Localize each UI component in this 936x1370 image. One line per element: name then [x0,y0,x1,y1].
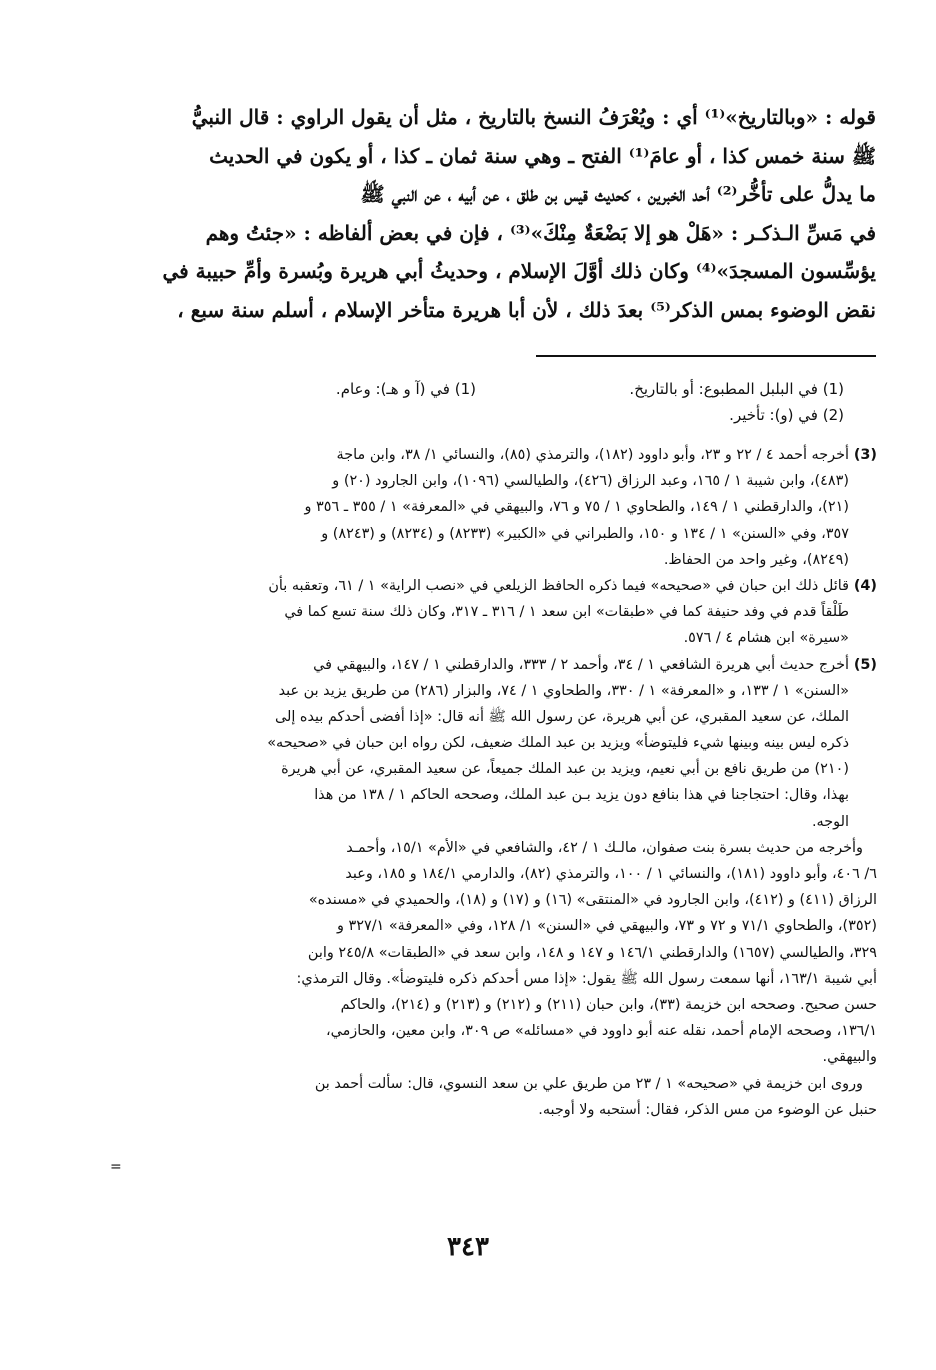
footnote-line: ٣٢٩، والطيالسي (١٦٥٧) والدارقطني ١٤٦/١ و ١٤٧ و ١٤٨، وابن سعد في «الطبقات» ٢٤٥/٨ وابن [307,944,877,961]
footnote-line: «السنن» ١ / ١٣٣، و «المعرفة» ١ / ٣٣٠، والطحاوي ١ / ٧٤، والبزار (٢٨٦) من طريق يزيد بن عبد [278,682,849,699]
footnote-line: والبيهقي. [822,1049,877,1066]
footnote-line: طَلْقاً قدم في وفد حنيفة كما في «طبقات» ابن سعد ١ / ٣١٦ ـ ٣١٧، وكان ذلك سنة تسع كما في [284,604,849,621]
footnote-line: الملك، عن سعيد المقبري، عن أبي هريرة، عن رسول الله ﷺ أنه قال: «إذا أفضى أحدكم بيده إلى [274,708,849,725]
footnote-line: حسن صحيح. وصححه ابن خزيمة (٣٣)، وابن حبان (٢١١) و (٢١٢) و (٢١٣) و (٢١٤)، والحاكم [340,996,877,1013]
footnote-line: ذكره ليس بينه وبينها شيء فليتوضأ» ويزيد بن عبد الملك ضعيف، لكن رواه ابن حبان في «صحيحه» [267,735,849,752]
footnote-line: ٣٥٧، وفي «السنن» ١ / ١٣٤ و ١٥٠، والطبراني في «الكبير» (٨٢٣٣) و (٨٢٣٤) و (٨٢٤٣) و [321,525,849,542]
main-text-line: ما يدلُّ على تأخُّر⁽²⁾ أحد الخبرين ، كحديث قيس بن طلق ، عن أبيه ، عن النبي ﷺ [360,182,876,207]
footnote-continuation-ibn-khuzayma [125,1071,877,1123]
editorial-note: (1) في (آ و هـ): وعام. [335,380,476,398]
continuation-mark: = [110,1159,122,1175]
editorial-notes-right [629,376,844,428]
footnote-continuation-bursa [125,835,877,1071]
footnote-line: ٦/ ٤٠٦، وأبو داوود (١٨١)، والنسائي ١ / ١٠٠، والترمذي (٨٢)، والدارمي ١٨٤/١ و ١٨٥، وعبد [345,866,877,882]
footnote-line: أخرجه أحمد ٤ / ٢٢ و ٢٣، وأبو داوود (١٨٢)، والترمذي (٨٥)، والنسائي ١/ ٣٨، وابن ماجة [336,447,849,463]
page-number: ٣٤٣ [447,1232,489,1262]
footnote-line: وروى ابن خزيمة في «صحيحه» ١ / ٢٣ من طريق علي بن سعد النسوي، قال: سألت أحمد بن [314,1075,863,1092]
footnote-line: الرزاق (٤١١) و (٤١٢)، وابن الجارود في «المنتقى» (١٦) و (١٧) و (١٨)، والحميدي في «مسنده» [308,892,877,909]
footnote-line: أبي شيبة ١٦٣/١، أنها سمعت رسول الله ﷺ يقول: «إذا مس أحدكم ذكره فليتوضأ». وقال الترمذي: [296,970,877,987]
footnote-line: (٨٢٤٩)، وغير واحد من الحفاظ. [663,551,849,568]
main-text-line: نقض الوضوء بمس الذكر⁽⁵⁾ بعدَ ذلك ، لأن أبا هريرة متأخر الإسلام ، أسلم سنة سبع ، [177,297,876,322]
main-text-line: في مَسِّ الـذكـر : «هَلْ هو إلا بَضْعَةٌ مِنْكَ»⁽³⁾ ، فإن في بعض ألفاظه : «جئتُ وهم [205,220,876,245]
footnotes [125,442,877,1123]
footnote-line: (٣٥٢)، والطحاوي ٧١/١ و ٧٢ و ٧٣، والبيهقي في «السنن» ١/ ١٢٨، وفي «المعرفة» ٣٢٧/١ و [336,918,877,935]
main-text [138,98,876,330]
footnote-4 [125,573,877,652]
footnote-line: قائل ذلك ابن حبان في «صحيحه» فيما ذكره الحافظ الزيلعي في «نصب الراية» ١ / ٦١، وتعقبه بأن [268,577,849,594]
footnote-line: (٢١)، والدارقطني ١ / ١٤٩، والطحاوي ١ / ٧٥ و ٧٦، والبيهقي في «المعرفة» ١ / ٣٥٥ ـ ٣٥٦ و [304,499,849,516]
footnote-number: (5) [853,656,877,673]
editorial-note: (2) في (و): تأخير. [729,406,844,424]
main-text-line: يؤسِّسون المسجدَ»⁽⁴⁾ وكان ذلك أوَّلَ الإسلام ، وحديثُ أبي هريرة وبُسرة وأمِّ حبيبة في [162,259,876,284]
main-text-line: قوله : «وبالتاريخ»⁽¹⁾ أي : ويُعْرَفُ النسخ بالتاريخ ، مثل أن يقول الراوي : قال النبيُّ [191,105,876,129]
footnote-separator-rule [536,355,876,357]
footnote-number: (3) [853,447,877,463]
footnote-5 [125,652,877,835]
footnote-line: ١٣٦/١، وصححه الإمام أحمد، نقله عنه أبو داوود في «مسائله» ص ٣٠٩، وابن معين، والحازمي، [325,1023,877,1040]
footnote-line: وأخرجه من حديث بسرة بنت صفوان، مالـك ١ / ٤٢، والشافعي في «الأم» ١٥/١، وأحمـد [346,839,863,856]
footnote-line: «سيرة» ابن هشام ٤ / ٥٧٦. [683,630,849,647]
footnote-line: حنبل عن الوضوء من مس الذكر، فقال: أستحبه ولا أوجبه. [538,1101,877,1118]
footnote-line: الوجه. [811,813,849,830]
footnote-number: (4) [853,577,877,594]
footnote-3 [125,442,877,573]
footnote-line: بهذا، وقال: احتجاجنا في هذا بنافع دون يزيد بـن عبد الملك، وصححه الحاكم ١ / ١٣٨ من هذا [314,787,849,804]
footnote-line: أخرج حديث أبي هريرة الشافعي ١ / ٣٤، وأحمد ٢ / ٣٣٣، والدارقطني ١ / ١٤٧، والبيهقي في [313,656,849,673]
footnote-line: (٢١٠) من طريق نافع بن أبي نعيم، ويزيد بن عبد الملك جميعاً، عن سعيد المقبري، عن أبي هريرة [281,761,849,778]
footnote-line: (٤٨٣)، وابن شيبة ١ / ١٦٥، وعبد الرزاق (٤٢٦)، والطيالسي (١٠٩٦)، وابن الجارود (٢٠) و [332,473,849,490]
editorial-notes-left [336,376,476,402]
main-text-line: ﷺ سنة خمس كذا ، أو عامَ⁽¹⁾ الفتح ـ وهي سنة ثمان ـ كذا ، أو يكون في الحديث [209,143,876,168]
editorial-note: (1) في البلبل المطبوع: أو بالتاريخ. [629,380,844,398]
